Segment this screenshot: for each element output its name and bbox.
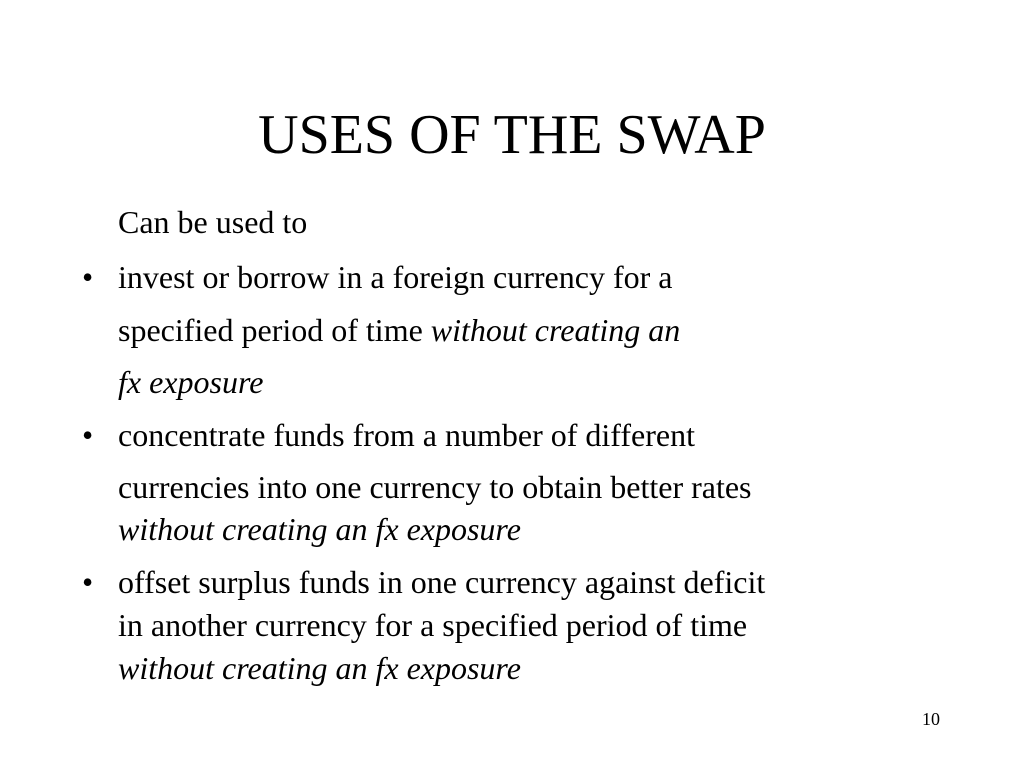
intro-text: Can be used to [118, 204, 308, 240]
bullet-1-marker: • [82, 259, 94, 295]
bullet-3-line-3: without creating an fx exposure [118, 650, 521, 686]
bullet-1-line-2-emphasis: without creating an [430, 312, 681, 348]
bullet-2-line-1: concentrate funds from a number of different [118, 417, 695, 453]
bullet-3-line-2: in another currency for a specified period of time [118, 607, 748, 643]
bullet-1-line-2-text: specified period of time [118, 312, 431, 348]
bullet-3-line-1: offset surplus funds in one currency against deficit [118, 564, 766, 600]
slide-title: USES OF THE SWAP [258, 104, 766, 166]
bullet-3-marker: • [82, 564, 94, 600]
bullet-1-line-2 [118, 311, 680, 349]
bullet-2-line-3: without creating an fx exposure [118, 511, 521, 547]
bullet-1-line-1: invest or borrow in a foreign currency for a [118, 259, 673, 295]
bullet-2-line-2: currencies into one currency to obtain better rates [118, 469, 752, 505]
bullet-1-line-3: fx exposure [118, 364, 264, 400]
bullet-2-marker: • [82, 417, 94, 453]
page-number: 10 [922, 709, 940, 729]
